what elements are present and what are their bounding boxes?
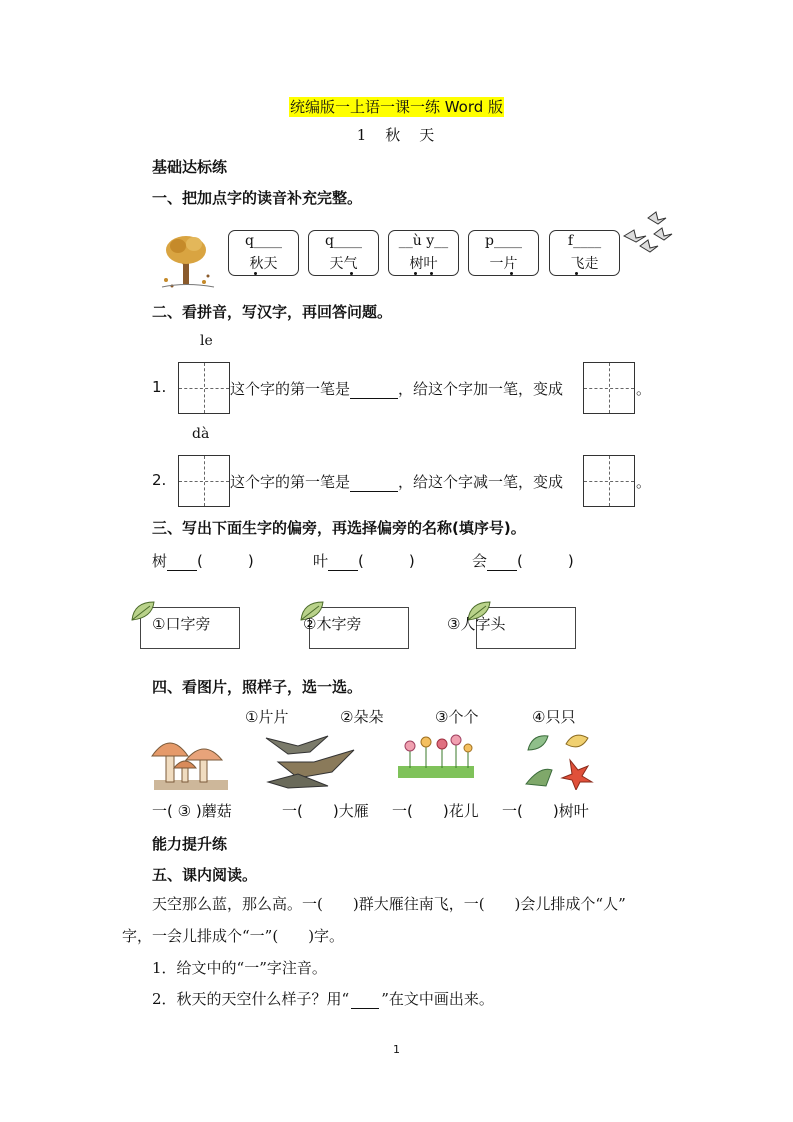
pinyin-blank[interactable]: p____ <box>485 233 522 249</box>
q3-char-3: 会 ( ) <box>472 552 574 570</box>
word: 秋天 <box>249 256 278 272</box>
pinyin-box-3 <box>388 230 459 276</box>
emphasis-dot <box>575 272 578 275</box>
answer-geese: 一( )大雁 <box>282 802 369 820</box>
flying-geese-icon <box>618 208 674 254</box>
option-1: ①口字旁 <box>152 615 211 633</box>
answer-blank[interactable] <box>303 802 333 820</box>
answer-blank[interactable]: ③ <box>172 802 196 820</box>
radical-blank[interactable] <box>328 552 358 571</box>
section-advanced: 能力提升练 <box>152 835 228 853</box>
q2-item-2-text: 这个字的第一笔是 ，给这个字减一笔，变成 <box>230 473 564 491</box>
q3-char-2: 叶 ( ) <box>313 552 415 570</box>
lesson-title: 1 秋 天 <box>356 126 437 144</box>
choice-4: ④只只 <box>532 708 576 726</box>
emphasis-dot <box>430 272 433 275</box>
passage-line-2: 字，一会儿排成个“一”( )字。 <box>122 927 345 945</box>
pinyin-hint-2: dà <box>192 426 210 442</box>
choice-3: ③个个 <box>435 708 479 726</box>
sub-question-2: 2．秋天的天空什么样子？用“ ”在文中画出来。 <box>152 990 494 1008</box>
choice-2: ②朵朵 <box>340 708 384 726</box>
answer-flowers: 一( )花儿 <box>392 802 479 820</box>
q2-item-1-text: 这个字的第一笔是 ，给这个字加一笔，变成 <box>230 380 564 398</box>
pinyin-hint-1: le <box>200 333 213 349</box>
autumn-tree-icon <box>158 232 216 290</box>
emphasis-dot <box>254 272 257 275</box>
pinyin-box-4 <box>468 230 539 276</box>
flowers-icon <box>396 732 476 780</box>
stroke-blank[interactable] <box>350 380 398 399</box>
emphasis-dot <box>350 272 353 275</box>
option-2: ②木字旁 <box>303 615 362 633</box>
writing-grid[interactable] <box>178 455 230 507</box>
q2-item-1-number: 1. <box>152 378 167 396</box>
document-title: 统编版一上语一课一练 Word 版 <box>289 98 504 116</box>
stroke-blank[interactable] <box>350 473 398 492</box>
underline-sample <box>351 990 379 1009</box>
writing-grid[interactable] <box>178 362 230 414</box>
word: 飞走 <box>570 256 599 272</box>
q4-heading: 四、看图片，照样子，选一选。 <box>152 678 363 696</box>
answer-mushroom: 一( ③ )蘑菇 <box>152 802 232 820</box>
word: 天气 <box>329 256 358 272</box>
writing-grid[interactable] <box>583 455 635 507</box>
leaves-icon <box>522 730 600 790</box>
word: 树叶 <box>409 256 438 272</box>
emphasis-dot <box>510 272 513 275</box>
pinyin-blank[interactable]: f____ <box>567 233 602 249</box>
period: 。 <box>636 473 652 491</box>
radical-blank[interactable] <box>167 552 197 571</box>
answer-leaves: 一( )树叶 <box>502 802 589 820</box>
mushroom-icon <box>150 730 232 792</box>
q3-char-1: 树 ( ) <box>152 552 254 570</box>
passage-line-1: 天空那么蓝，那么高。一( )群大雁往南飞，一( )会儿排成个“人” <box>152 895 626 913</box>
q1-heading: 一、把加点字的读音补充完整。 <box>152 189 363 207</box>
period: 。 <box>636 380 652 398</box>
q3-heading: 三、写出下面生字的偏旁，再选择偏旁的名称(填序号)。 <box>152 519 526 537</box>
geese-icon <box>258 728 364 790</box>
radical-blank[interactable] <box>487 552 517 571</box>
section-basic: 基础达标练 <box>152 158 228 176</box>
pinyin-box-5 <box>549 230 620 276</box>
sub-question-1: 1．给文中的“一”字注音。 <box>152 959 327 977</box>
writing-grid[interactable] <box>583 362 635 414</box>
pinyin-blank[interactable]: q____ <box>325 233 362 249</box>
answer-blank[interactable] <box>523 802 553 820</box>
page-number: 1 <box>393 1043 400 1056</box>
pinyin-box-1 <box>228 230 299 276</box>
choice-1: ①片片 <box>245 708 289 726</box>
pinyin-box-2 <box>308 230 379 276</box>
emphasis-dot <box>414 272 417 275</box>
pinyin-blank[interactable]: __ù y__ <box>398 233 449 249</box>
answer-blank[interactable] <box>413 802 443 820</box>
option-3: ③人字头 <box>447 615 506 633</box>
q2-heading: 二、看拼音，写汉字，再回答问题。 <box>152 303 393 321</box>
q2-item-2-number: 2. <box>152 471 167 489</box>
word: 一片 <box>489 256 518 272</box>
q5-heading: 五、课内阅读。 <box>152 866 258 884</box>
pinyin-blank[interactable]: q____ <box>245 233 282 249</box>
